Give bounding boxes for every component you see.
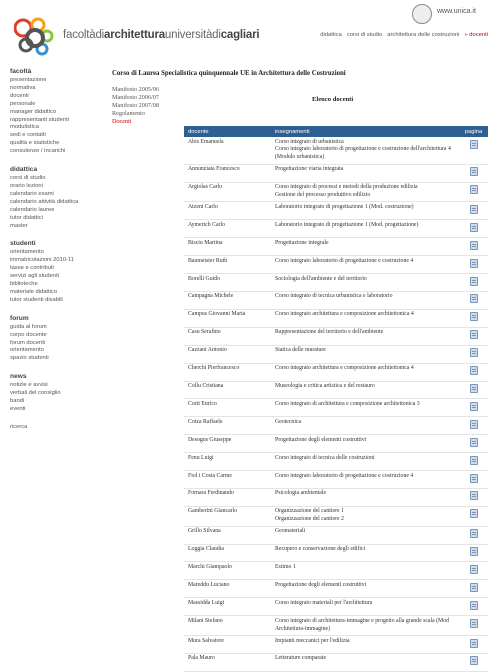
- sidebar-section-title[interactable]: facoltà: [10, 68, 32, 75]
- teacher-page-icon[interactable]: [470, 277, 478, 286]
- teacher-name[interactable]: Mura Salvatore: [184, 636, 271, 654]
- teacher-page-icon[interactable]: [470, 294, 478, 303]
- courses-cell: [271, 435, 459, 453]
- page-cell: [459, 309, 488, 327]
- sidebar-item[interactable]: servizi agli studenti: [10, 273, 59, 280]
- page-cell: [459, 653, 488, 671]
- teacher-name[interactable]: Bisciu Martina: [184, 238, 271, 256]
- table-row: [184, 137, 488, 164]
- course-name: Organizzazione del cantiere 1: [275, 508, 344, 515]
- courses-cell: [271, 526, 459, 544]
- teacher-page-icon[interactable]: [470, 583, 478, 592]
- page-cell: [459, 526, 488, 544]
- teacher-page-icon[interactable]: [470, 185, 478, 194]
- teacher-name[interactable]: Collu Cristiana: [184, 381, 271, 399]
- teacher-page-icon[interactable]: [470, 241, 478, 250]
- teacher-name[interactable]: Fornara Ferdinando: [184, 488, 271, 506]
- courses-cell: [271, 238, 459, 256]
- sidebar-item[interactable]: tutor didattici: [10, 214, 43, 221]
- teacher-name[interactable]: Gamberini Giancarlo: [184, 506, 271, 526]
- teacher-name[interactable]: Massidda Luigi: [184, 598, 271, 616]
- teacher-name[interactable]: Fiol i Costa Carme: [184, 471, 271, 489]
- sidebar-item[interactable]: orario lezioni: [10, 182, 43, 189]
- course-name: Geotecnica: [275, 418, 302, 425]
- sidebar-item[interactable]: manager didattico: [10, 108, 57, 115]
- page-cell: [459, 363, 488, 381]
- teacher-page-icon[interactable]: [470, 619, 478, 628]
- course-name: Estimo 1: [275, 563, 296, 570]
- teacher-page-icon[interactable]: [470, 330, 478, 339]
- sidebar-item[interactable]: immatricolazioni 2010-11: [10, 257, 75, 264]
- courses-cell: [271, 453, 459, 471]
- page-cell: [459, 291, 488, 309]
- course-name: Laboratorio integrato di progettazione 1 (Mod. costruzione): [275, 203, 414, 210]
- sidebar-item[interactable]: tutor studenti disabili: [10, 296, 63, 303]
- course-name: Corso integrato architettura e composizione architettonica 4: [275, 365, 414, 372]
- teacher-name[interactable]: Marchi Giampaolo: [184, 562, 271, 580]
- page-cell: [459, 616, 488, 636]
- sidebar-item[interactable]: eventi: [10, 406, 26, 412]
- topnav-link[interactable]: corsi di studio: [346, 32, 383, 38]
- table-row: [184, 327, 488, 345]
- sidebar-item[interactable]: corpo docente: [10, 331, 47, 338]
- course-name: Corso integrato laboratorio di progettazione e costruzione dell'architettura 4 (Modulo urbanistica): [275, 146, 451, 161]
- course-sub-nav: [112, 86, 192, 126]
- sidebar-item[interactable]: corsi di studio: [10, 175, 46, 182]
- page-cell: [459, 164, 488, 182]
- sidebar-item[interactable]: rappresentanti studenti: [10, 116, 69, 123]
- university-seal-icon[interactable]: [412, 4, 432, 24]
- topnav-link[interactable]: didattica: [320, 32, 342, 38]
- course-sub-nav-item[interactable]: Manifesto 2006/07: [112, 94, 159, 101]
- course-name: Letterature comparate: [275, 655, 327, 662]
- teacher-page-icon[interactable]: [470, 312, 478, 321]
- teacher-page-icon[interactable]: [470, 259, 478, 268]
- topnav-link[interactable]: » docenti: [464, 32, 488, 38]
- course-name: Laboratorio integrato di progettazione 1 (Mod. progettazione): [275, 221, 419, 228]
- table-row: [184, 274, 488, 292]
- teacher-name[interactable]: Mareddu Luciano: [184, 580, 271, 598]
- courses-cell: [271, 327, 459, 345]
- page-cell: [459, 488, 488, 506]
- courses-cell: [271, 137, 459, 164]
- sidebar-section: [10, 315, 105, 364]
- page-cell: [459, 381, 488, 399]
- table-row: [184, 636, 488, 654]
- table-row: [184, 435, 488, 453]
- course-name: Rappresentazione del territorio e dell'ambiente: [275, 329, 384, 336]
- teacher-name[interactable]: Pala Mauro: [184, 653, 271, 671]
- page-cell: [459, 182, 488, 202]
- courses-cell: [271, 164, 459, 182]
- faculty-logo[interactable]: [14, 16, 56, 58]
- table-row: [184, 526, 488, 544]
- teacher-page-icon[interactable]: [470, 656, 478, 665]
- course-name: Statica delle murature: [275, 347, 326, 354]
- teacher-page-icon[interactable]: [470, 474, 478, 483]
- courses-cell: [271, 274, 459, 292]
- table-row: [184, 363, 488, 381]
- teacher-page-icon[interactable]: [470, 509, 478, 518]
- course-name: Corso integrato materiali per l'architettura: [275, 599, 373, 606]
- page-title: Corso di Laurea Specialistica quinquennale UE in Architettura delle Costruzioni: [112, 70, 346, 77]
- sidebar-item[interactable]: bandi: [10, 398, 25, 405]
- table-row: [184, 417, 488, 435]
- table-row: [184, 238, 488, 256]
- sidebar-section-title[interactable]: studenti: [10, 240, 36, 248]
- teacher-page-icon[interactable]: [470, 491, 478, 500]
- sidebar-item[interactable]: personale: [10, 100, 36, 107]
- teacher-name[interactable]: Argiolas Carlo: [184, 182, 271, 202]
- column-header-insegnamenti: insegnamenti: [271, 126, 459, 137]
- courses-cell: [271, 562, 459, 580]
- teacher-name[interactable]: Desogus Giuseppe: [184, 435, 271, 453]
- breadcrumb: [315, 32, 488, 38]
- course-name: Psicologia ambientale: [275, 490, 327, 497]
- teacher-page-icon[interactable]: [470, 223, 478, 232]
- table-row: [184, 164, 488, 182]
- course-name: Corso integrato laboratorio di progettazione e costruzione 4: [275, 257, 414, 264]
- table-header-row: [184, 126, 488, 137]
- sidebar-item[interactable]: orientamento: [10, 249, 44, 256]
- page-cell: [459, 399, 488, 417]
- sidebar-item[interactable]: notizie e avvisi: [10, 382, 48, 389]
- course-name: Recupero e conservazione degli edifici: [275, 546, 366, 553]
- page-cell: [459, 256, 488, 274]
- courses-cell: [271, 544, 459, 562]
- sidebar-section-title[interactable]: forum: [10, 314, 29, 322]
- page-cell: [459, 471, 488, 489]
- course-name: Gestione del processo produttivo edilizio: [275, 192, 371, 199]
- page-cell: [459, 220, 488, 238]
- sidebar-item[interactable]: tasse e contributi: [10, 265, 54, 272]
- table-row: [184, 544, 488, 562]
- teacher-page-icon[interactable]: [470, 529, 478, 538]
- table-row: [184, 256, 488, 274]
- column-header-docente: docente: [184, 126, 271, 137]
- course-name: Organizzazione del cantiere 2: [275, 516, 344, 523]
- table-row: [184, 616, 488, 636]
- course-name: Corso integrato di processi e metodi della produzione edilizia: [275, 184, 418, 191]
- course-name: Geomateriali: [275, 528, 306, 535]
- sidebar-section: [10, 166, 105, 230]
- table-row: [184, 580, 488, 598]
- course-name: Corso integrato di architettura-immagine e progetto alla grande scala (Mod Architettura-immagine): [275, 617, 450, 632]
- course-name: Progettazione viaria integrata: [275, 166, 344, 173]
- section-title: Elenco docenti: [312, 96, 354, 103]
- teacher-page-icon[interactable]: [470, 167, 478, 176]
- page-cell: [459, 453, 488, 471]
- teacher-name[interactable]: Borelli Guido: [184, 274, 271, 292]
- page-cell: [459, 137, 488, 164]
- courses-cell: [271, 381, 459, 399]
- sidebar-item[interactable]: guida al forum: [10, 323, 47, 330]
- sidebar-item[interactable]: materiale didattico: [10, 288, 58, 295]
- table-row: [184, 291, 488, 309]
- page-cell: [459, 544, 488, 562]
- courses-cell: [271, 616, 459, 636]
- course-name: Progettazione integrale: [275, 239, 329, 246]
- sidebar: [10, 68, 105, 432]
- table-row: [184, 653, 488, 671]
- course-name: Sociologia dell'ambiente e del territorio: [275, 275, 367, 282]
- sidebar-section-title[interactable]: news: [10, 373, 27, 381]
- teacher-name[interactable]: Corti Enrico: [184, 399, 271, 417]
- page-cell: [459, 345, 488, 363]
- teacher-page-icon[interactable]: [470, 601, 478, 610]
- courses-cell: [271, 291, 459, 309]
- courses-cell: [271, 399, 459, 417]
- course-sub-nav-item[interactable]: Docenti: [112, 118, 132, 125]
- teacher-page-icon[interactable]: [470, 639, 478, 648]
- teacher-name[interactable]: Casu Serafino: [184, 327, 271, 345]
- course-name: Corso integrato di tecnica delle costruzioni: [275, 454, 375, 461]
- table-row: [184, 345, 488, 363]
- course-name: Impianti meccanici per l'edilizia: [275, 637, 350, 644]
- sidebar-item[interactable]: calendario attività didattica: [10, 198, 79, 205]
- university-site-link[interactable]: www.unica.it: [437, 8, 476, 15]
- sidebar-item[interactable]: forum docenti: [10, 339, 46, 346]
- teacher-page-icon[interactable]: [470, 438, 478, 447]
- teacher-name[interactable]: Loggia Claudia: [184, 544, 271, 562]
- table-row: [184, 220, 488, 238]
- course-sub-nav-item[interactable]: Manifesto 2005/06: [112, 86, 159, 93]
- courses-cell: [271, 471, 459, 489]
- course-name: Corso integrato di tecnica urbanistica e laboratorio: [275, 293, 393, 300]
- table-row: [184, 182, 488, 202]
- courses-cell: [271, 309, 459, 327]
- teacher-page-icon[interactable]: [470, 456, 478, 465]
- sidebar-item[interactable]: orientamento: [10, 347, 44, 354]
- course-name: Museologia e critica artistica e del restauro: [275, 383, 375, 389]
- courses-cell: [271, 363, 459, 381]
- page-cell: [459, 238, 488, 256]
- faculty-brand-name[interactable]: facoltàdiarchitetturauniversitàdicagliari: [63, 29, 260, 41]
- teacher-page-icon[interactable]: [470, 565, 478, 574]
- teacher-name[interactable]: Abis Emanuela: [184, 137, 271, 164]
- sidebar-item[interactable]: docenti: [10, 92, 29, 99]
- sidebar-section: [10, 373, 105, 414]
- sidebar-section: [10, 68, 105, 156]
- page-cell: [459, 327, 488, 345]
- sidebar-item[interactable]: calendario esami: [10, 190, 54, 197]
- sidebar-section: [10, 240, 105, 304]
- course-name: Corso integrato di urbanistica: [275, 138, 344, 145]
- courses-cell: [271, 636, 459, 654]
- table-row: [184, 453, 488, 471]
- page-cell: [459, 580, 488, 598]
- table-row: [184, 309, 488, 327]
- courses-cell: [271, 488, 459, 506]
- courses-cell: [271, 202, 459, 220]
- logo-ring: [27, 30, 43, 46]
- page-cell: [459, 506, 488, 526]
- sidebar-item[interactable]: verbali del consiglio: [10, 390, 61, 397]
- table-row: [184, 202, 488, 220]
- teacher-page-icon[interactable]: [470, 348, 478, 357]
- courses-cell: [271, 220, 459, 238]
- page-cell: [459, 202, 488, 220]
- table-row: [184, 506, 488, 526]
- course-sub-nav-item[interactable]: Manifesto 2007/08: [112, 102, 159, 109]
- sidebar-item[interactable]: master: [10, 222, 28, 229]
- teachers-table: [184, 126, 488, 672]
- table-row: [184, 399, 488, 417]
- table-row: [184, 488, 488, 506]
- teacher-name[interactable]: Atzeni Carlo: [184, 202, 271, 220]
- sidebar-item[interactable]: calendario lauree: [10, 206, 55, 213]
- page-cell: [459, 562, 488, 580]
- courses-cell: [271, 580, 459, 598]
- courses-cell: [271, 345, 459, 363]
- sidebar-item[interactable]: normativa: [10, 84, 36, 91]
- page-cell: [459, 435, 488, 453]
- courses-cell: [271, 598, 459, 616]
- teacher-name[interactable]: Cherchi Pierfrancesco: [184, 363, 271, 381]
- course-name: Corso integrato laboratorio di progettazione e costruzione 4: [275, 472, 414, 479]
- teacher-name[interactable]: Campus Giovanni Maria: [184, 309, 271, 327]
- teacher-name[interactable]: Cotza Raffaele: [184, 417, 271, 435]
- topnav-link[interactable]: architettura delle costruzioni: [387, 32, 460, 38]
- teacher-name[interactable]: Cazzani Antonio: [184, 345, 271, 363]
- table-row: [184, 562, 488, 580]
- teacher-name[interactable]: Annunziata Francesco: [184, 164, 271, 182]
- teacher-page-icon[interactable]: [470, 547, 478, 556]
- page-cell: [459, 598, 488, 616]
- teacher-name[interactable]: Baumeister Ruth: [184, 256, 271, 274]
- course-name: Progettazione degli elementi costruttivi: [275, 581, 367, 588]
- teacher-page-icon[interactable]: [470, 205, 478, 214]
- table-row: [184, 471, 488, 489]
- teacher-name[interactable]: Milani Stefano: [184, 616, 271, 636]
- course-name: Corso integrato architettura e composizione architettonica 4: [275, 311, 414, 318]
- courses-cell: [271, 417, 459, 435]
- page-header: [0, 0, 500, 62]
- courses-cell: [271, 653, 459, 671]
- table-row: [184, 598, 488, 616]
- page-cell: [459, 417, 488, 435]
- table-row: [184, 381, 488, 399]
- main-content: [112, 70, 492, 662]
- sidebar-item[interactable]: biblioteche: [10, 281, 38, 288]
- courses-cell: [271, 506, 459, 526]
- page-cell: [459, 274, 488, 292]
- sidebar-item[interactable]: qualità e statistiche: [10, 140, 60, 147]
- sidebar-item[interactable]: presentazione: [10, 77, 47, 83]
- course-name: Progettazione degli elementi costruttivi: [275, 436, 367, 443]
- teacher-page-icon[interactable]: [470, 140, 478, 149]
- column-header-pagina: pagina: [459, 126, 488, 137]
- teacher-name[interactable]: Fenu Luigi: [184, 453, 271, 471]
- teacher-name[interactable]: Grillo Silvana: [184, 526, 271, 544]
- sidebar-item[interactable]: spazio studenti: [10, 355, 49, 362]
- teacher-name[interactable]: Aymerich Carlo: [184, 220, 271, 238]
- teacher-name[interactable]: Campagna Michele: [184, 291, 271, 309]
- search-link[interactable]: ricerca: [10, 423, 28, 430]
- sidebar-item[interactable]: consulenze / incarichi: [10, 148, 66, 155]
- teacher-page-icon[interactable]: [470, 402, 478, 411]
- page-cell: [459, 636, 488, 654]
- courses-cell: [271, 182, 459, 202]
- sidebar-item[interactable]: sedi e contatti: [10, 132, 46, 139]
- courses-cell: [271, 256, 459, 274]
- teacher-page-icon[interactable]: [470, 384, 478, 393]
- course-sub-nav-item[interactable]: Regolamento: [112, 110, 145, 117]
- teacher-page-icon[interactable]: [470, 420, 478, 429]
- sidebar-item[interactable]: modulistica: [10, 124, 39, 131]
- sidebar-section-title[interactable]: didattica: [10, 166, 38, 174]
- course-name: Corso integrato di architettura e composizione architettonica 3: [275, 400, 420, 407]
- teacher-page-icon[interactable]: [470, 366, 478, 375]
